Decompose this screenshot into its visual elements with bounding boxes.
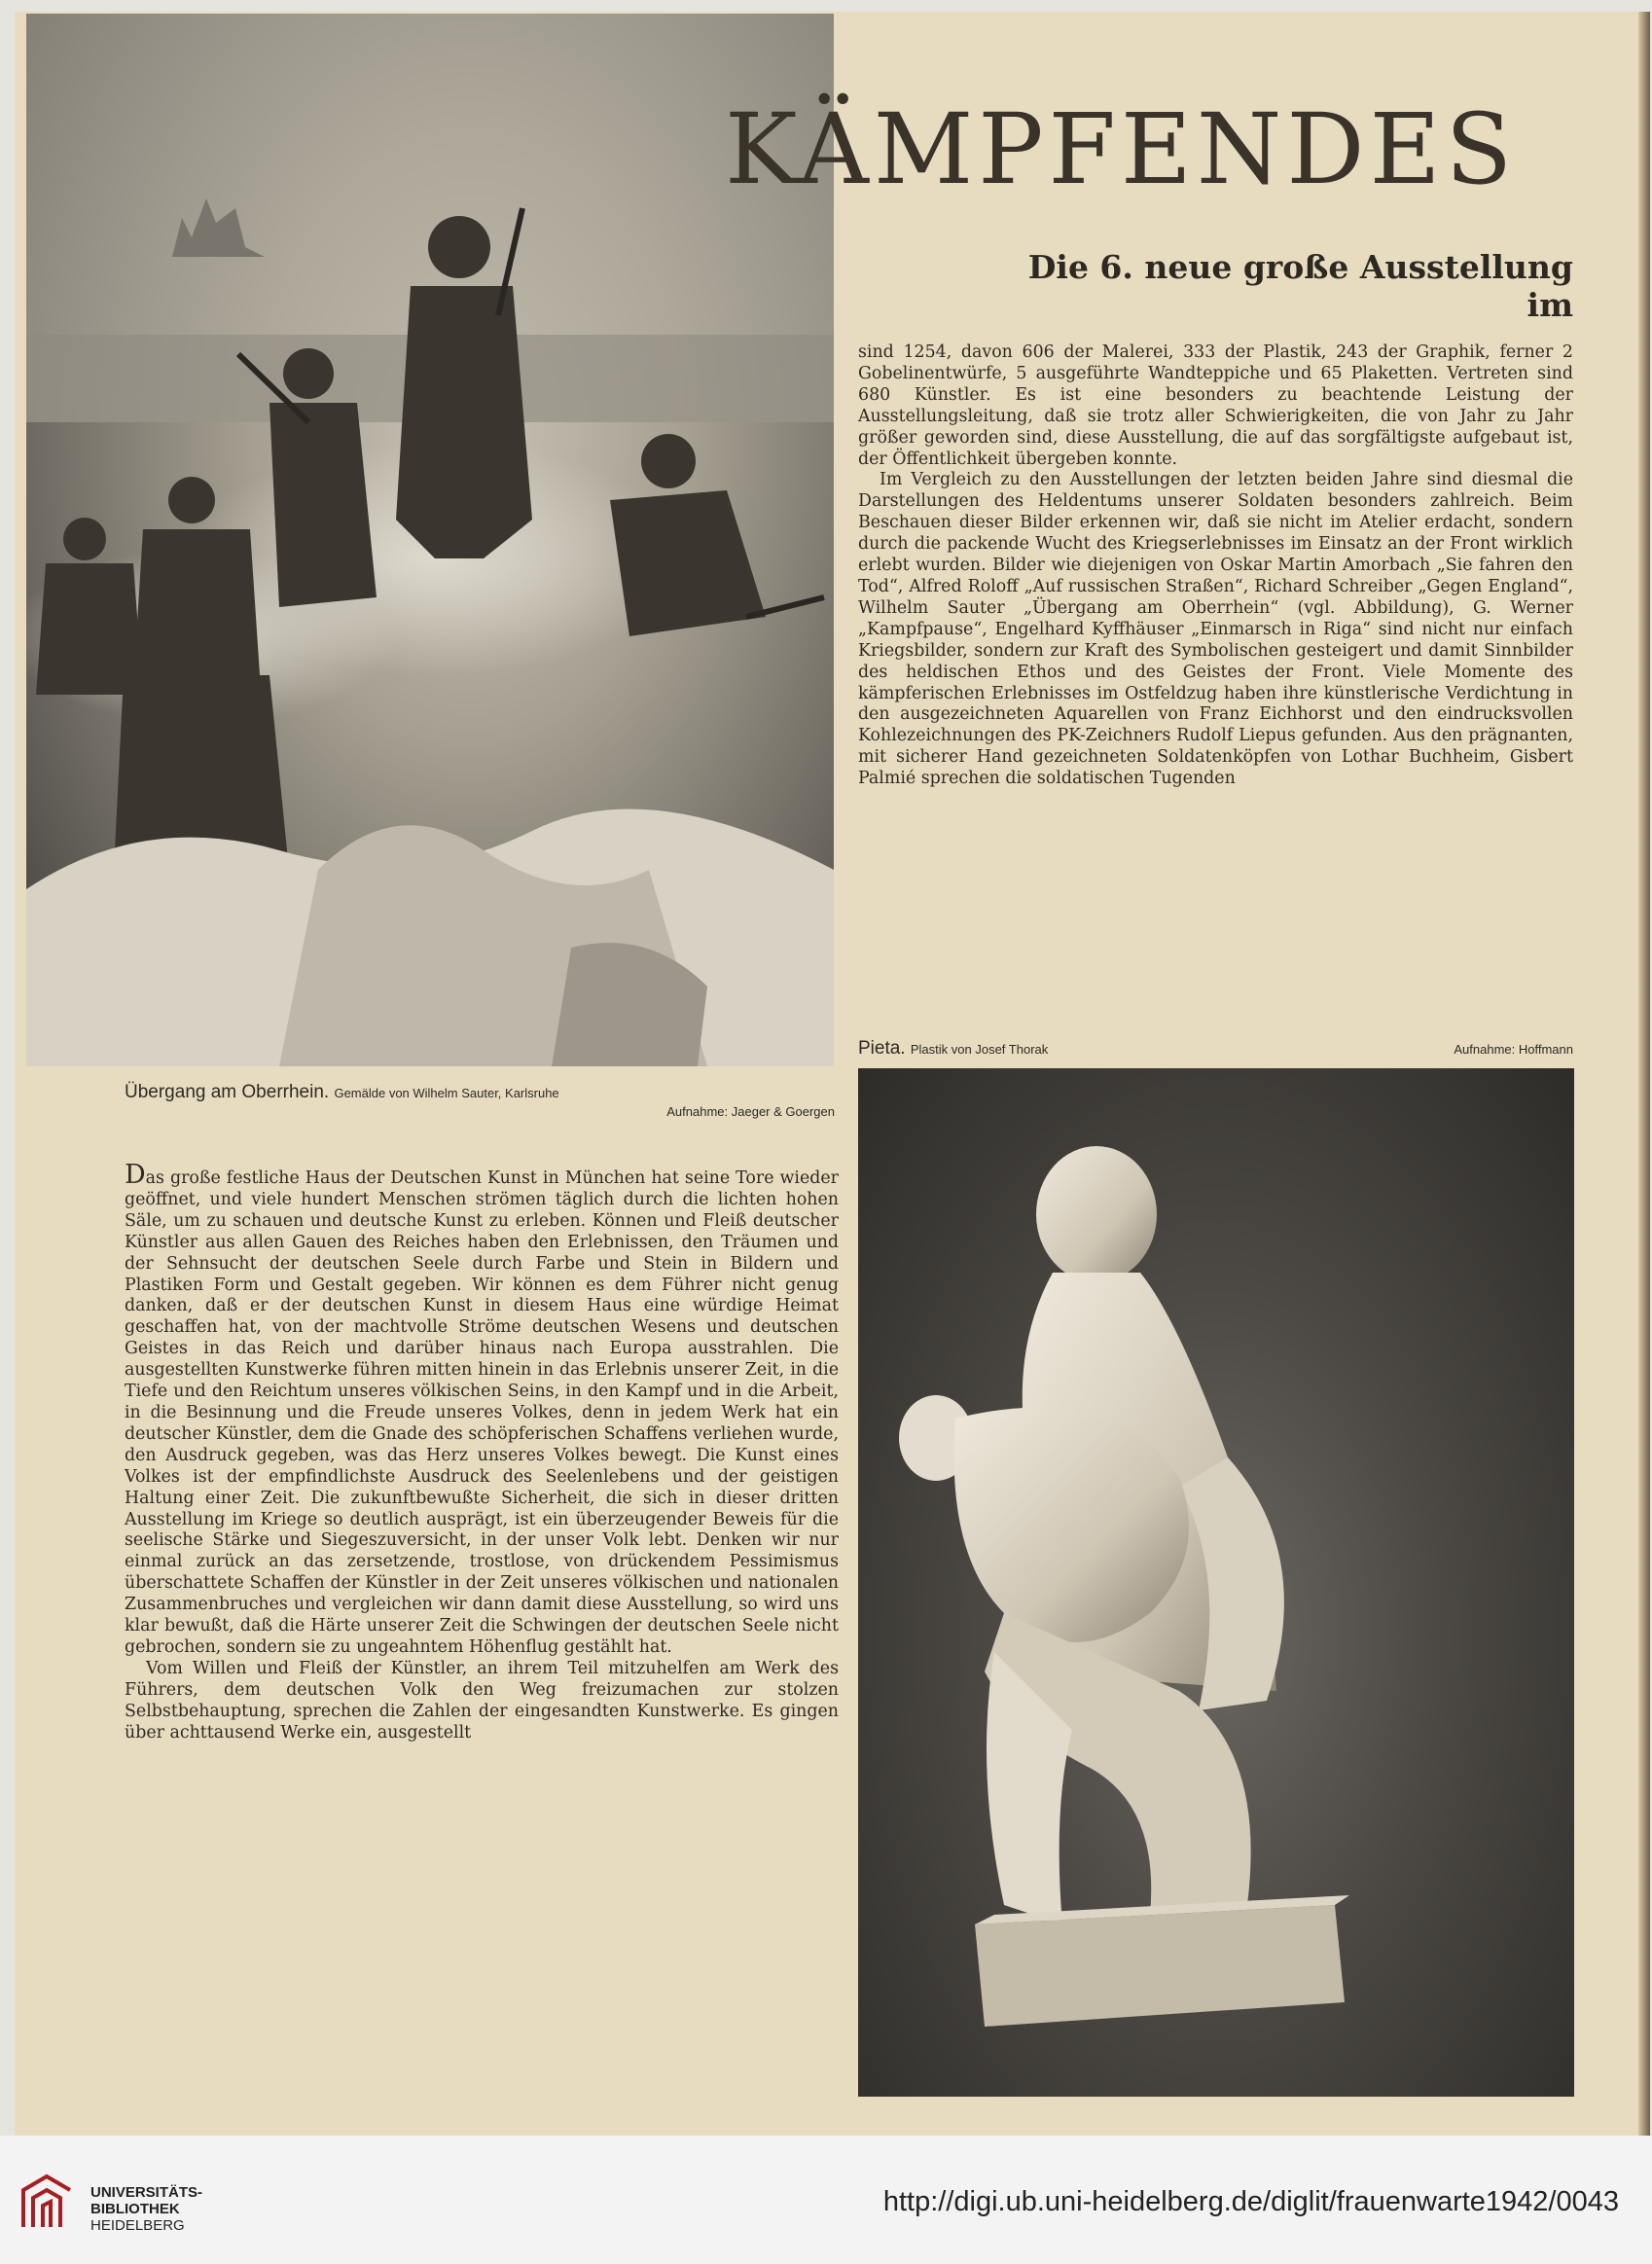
paragraph: Vom Willen und Fleiß der Künstler, an ihrem Teil mitzuhelfen am Werk des Führers, dem deutschen Volk den Weg freizumachen zur stolzen Selbstbehauptung, sprechen die Zahlen der eingesandten Kunstwerke. Es gingen über achttausend Werke ein, ausgestellt	[125, 1658, 839, 1743]
library-name	[90, 2184, 202, 2234]
painting-illustration	[26, 14, 834, 1066]
library-name-line3: HEIDELBERG	[90, 2217, 185, 2234]
drop-cap: D	[125, 1160, 146, 1190]
library-name-line1: UNIVERSITÄTS-	[90, 2184, 203, 2201]
sculpture-caption	[858, 1038, 1048, 1060]
painting-credit: Aufnahme: Jaeger & Goergen	[666, 1104, 835, 1119]
paragraph-text: as große festliche Haus der Deutschen Kunst in München hat seine Tore wieder geöffnet, und viele hundert Menschen strömen täglich durch die lichten hohen Säle, um zu schauen und deutsche Kunst zu erleben. Können und Fleiß deutscher Künstler aus allen Gauen des Reiches haben den Erlebnissen, den Träumen und der Sehnsucht der deutschen Seele durch Farbe und Stein in Bildern und Plastiken Form und Gestalt gegeben. Wir können es dem Führer nicht genug danken, daß er der deutschen Kunst in diesem Haus eine würdige Heimat geschaffen hat, von der machtvolle Ströme deutschen Wesens und deutschen Geistes in das Reich und darüber hinaus nach Europa ausstrahlen. Die ausgestellten Kunstwerke führen mitten hinein in das Erlebnis unserer Zeit, in die Tiefe und den Reichtum unseres völkischen Seins, in den Kampf und in die Arbeit, in die Besinnung und die Freude unseres Volkes, denn in jedem Werk hat ein deutscher Künstler, dem die Gnade des schöpferischen Schaffens verliehen wurde, den Ausdruck gegeben, was das Herz unseres Volkes bewegt. Die Kunst eines Volkes ist der empfindlichste Ausdruck des Seelenlebens und der geistigen Haltung einer Zeit. Die zukunftbewußte Sicherheit, die sich in dieser dritten Ausstellung im Kriege so deutlich ausprägt, ist ein überzeugender Beweis für die seelische Stärke und Siegeszuversicht, in der unser Volk lebt. Denken wir nur einmal zurück an das zersetzende, trostlose, von drückendem Pessimismus überschattete Schaffen der Künstler in der Zeit unseres völkischen und nationalen Zusammenbruches und vergleichen wir dann damit diese Ausstellung, so wird uns klar bewußt, daß die Härte unserer Zeit die Schwingen der deutschen Seele nicht gebrochen, sondern sie zu ungeahntem Höhenflug gestählt hat.	[125, 1168, 839, 1657]
page-edge-shadow	[1638, 12, 1650, 2136]
article-title: KÄMPFENDES	[725, 92, 1518, 206]
paragraph	[125, 1160, 839, 1659]
paragraph: sind 1254, davon 606 der Malerei, 333 der Plastik, 243 der Graphik, ferner 2 Gobelinentwürfe, 5 ausgeführte Wandteppiche und 65 Plaketten. Vertreten sind 680 Künstler. Es ist eine besonders zu beachtende Leistung der Ausstellungsleitung, daß sie trotz aller Schwierigkeiten, die von Jahr zu Jahr größer geworden sind, diese Ausstellung, die auf das sorgfältigste aufgebaut ist, der Öffentlichkeit übergeben konnte.	[858, 342, 1573, 469]
library-footer	[0, 2136, 1652, 2264]
sculpture-caption-desc: Plastik von Josef Thorak	[910, 1042, 1049, 1057]
painting-caption-desc: Gemälde von Wilhelm Sauter, Karlsruhe	[334, 1086, 559, 1100]
library-name-line2: BIBLIOTHEK	[90, 2201, 180, 2217]
painting-caption	[125, 1082, 559, 1103]
university-library-logo-icon[interactable]	[18, 2171, 76, 2233]
article-subtitle: Die 6. neue große Ausstellung im	[1027, 248, 1573, 324]
paragraph: Im Vergleich zu den Ausstellungen der letzten beiden Jahre sind diesmal die Darstellungen des Heldentums unserer Soldaten besonders zahlreich. Beim Beschauen dieser Bilder erkennen wir, daß sie nicht im Atelier erdacht, sondern durch die packende Wucht des Kriegserlebnisses im Einsatz an der Front wirklich erlebt wurden. Bilder wie diejenigen von Oskar Martin Amorbach „Sie fahren den Tod“, Alfred Roloff „Auf russischen Straßen“, Richard Schreiber „Gegen England“, Wilhelm Sauter „Übergang am Oberrhein“ (vgl. Abbildung), G. Werner „Kampfpause“, Engelhard Kyffhäuser „Einmarsch in Riga“ sind nicht nur einfach Kriegsbilder, sondern zur Kraft des Symbolischen gesteigert und damit Sinnbilder des heldischen Ethos und des Geistes der Front. Viele Momente des kämpferischen Erlebnisses im Ostfeldzug haben ihre künstlerische Verdichtung in den ausgezeichneten Aquarellen von Franz Eichhorst und den eindrucksvollen Kohlezeichnungen des PK-Zeichners Rudolf Liepus gefunden. Aus den prägnanten, mit sicherer Hand gezeichneten Soldatenköpfen von Lothar Buchheim, Gisbert Palmié sprechen die soldatischen Tugenden	[858, 470, 1573, 789]
sculpture-caption-title: Pieta.	[858, 1038, 906, 1059]
sculpture-illustration	[858, 1068, 1574, 2097]
painting-caption-title: Übergang am Oberrhein.	[125, 1082, 330, 1102]
painting-uebergang-am-oberrhein	[26, 14, 834, 1066]
sculpture-credit: Aufnahme: Hoffmann	[1454, 1042, 1573, 1057]
scanned-page	[15, 12, 1650, 2136]
photo-pieta-sculpture	[858, 1068, 1574, 2097]
text-column-left	[125, 1160, 839, 1983]
permalink-url[interactable]: http://digi.ub.uni-heidelberg.de/diglit/frauenwarte1942/0043	[882, 2186, 1619, 2217]
text-column-right	[858, 342, 1573, 985]
